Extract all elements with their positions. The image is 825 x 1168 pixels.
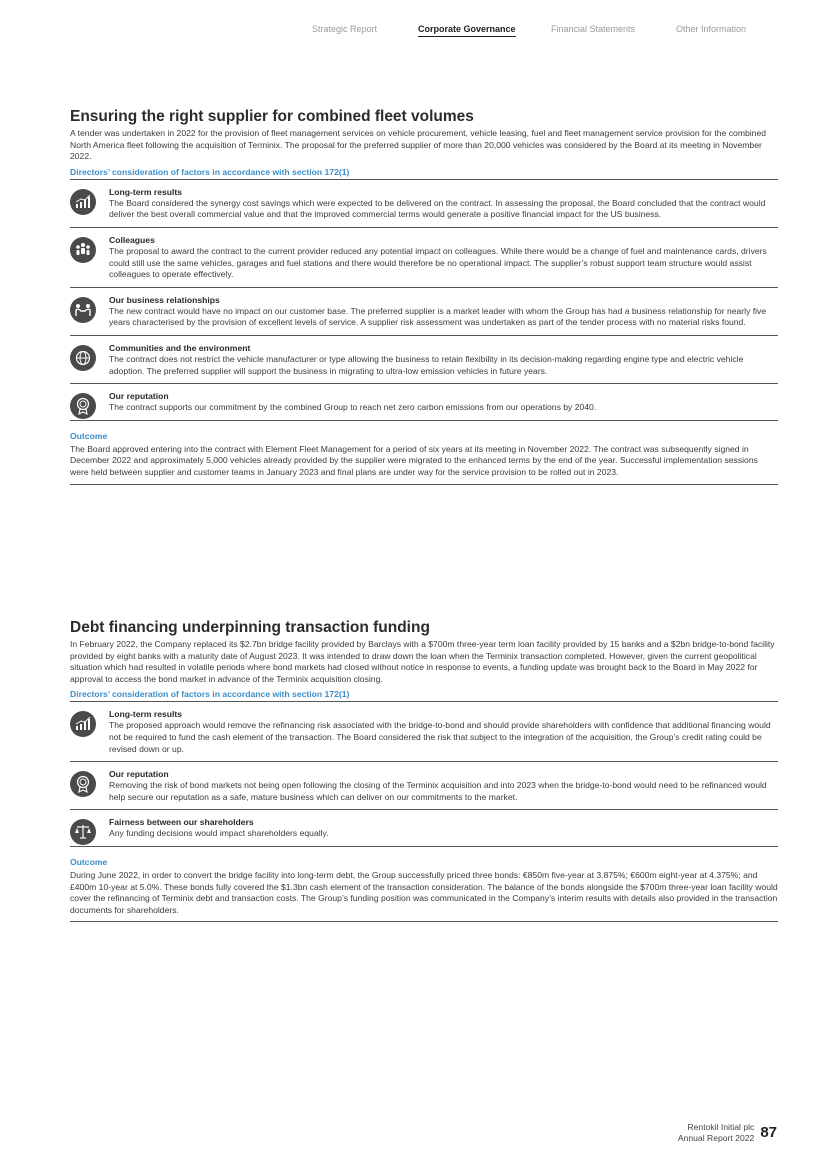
section-title: Ensuring the right supplier for combined fleet volumes: [70, 108, 474, 125]
factor-long-term-results: [70, 702, 778, 762]
factor-text: The contract does not restrict the vehicle manufacturer or type allowing the business to retain flexibility in its decision-making regarding engine type and electric vehicle adoption. The preferred supplier will support the business in migrating to ultra-low emission vehicles in future years.: [109, 353, 744, 376]
factor-text: Any funding decisions would impact shareholders equally.: [109, 828, 329, 839]
factor-title: Long-term results: [109, 709, 183, 720]
factor-title: Our reputation: [109, 769, 169, 780]
rosette-icon: [70, 771, 96, 797]
factor-reputation: [70, 384, 778, 421]
factor-text: The new contract would have no impact on our customer base. The preferred supplier is a market leader with whom the Group has had a business relationship for nearly five years characterised by the provision of excellent levels of service. A supplier risk assessment was undertaken as part of the tender process with no material risks found.: [109, 305, 767, 328]
factor-text: The contract supports our commitment by the combined Group to reach net zero carbon emissions from our operations by 2040.: [109, 402, 597, 413]
outcome-label: Outcome: [70, 430, 108, 441]
nav-corporate-governance[interactable]: Corporate Governance: [418, 24, 516, 37]
factor-business-relationships: [70, 288, 778, 336]
section-intro: In February 2022, the Company replaced its $2.7bn bridge facility provided by Barclays with a $700m three-year term loan facility provided by 15 banks and a $2bn bridge-to-bond facility provided by eight banks with a maturity date of August 2023. It was intended to draw down the loan when the Terminix transaction completed. However, given the current geopolitical situation which had resulted in volatile periods where bond markets had closed without notice in response to events, a funding update was brought back to the Board in May 2022 for approval to access the bond market in advance of the Terminix acquisition closing.: [70, 639, 775, 684]
factors-subheading: Directors’ consideration of factors in accordance with section 172(1): [70, 166, 350, 177]
rosette-icon: [70, 393, 96, 419]
factor-long-term-results: [70, 180, 778, 228]
nav-strategic-report[interactable]: Strategic Report: [312, 24, 378, 34]
factor-title: Long-term results: [109, 186, 183, 197]
outcome-text: During June 2022, in order to convert the bridge facility into long-term debt, the Group successfully priced three bonds: €850m five-year at 3.875%; €600m eight-year at 4.375%; and £400m 10-year at 5.0%. These bonds fully covered the $1.3bn cash element of the transaction consideration. The balance of the bonds alongside the $700m three-year loan facility would cover the refinancing of Terminix debt and transaction costs. The Group’s funding position was communicated in the Company’s interim results with details also provided in the transaction documents for shareholders.: [70, 870, 778, 922]
factor-title: Colleagues: [109, 234, 155, 245]
section-fleet-supplier: [70, 108, 778, 485]
page-footer: [678, 1122, 777, 1143]
factors-subheading: Directors’ consideration of factors in accordance with section 172(1): [70, 689, 350, 700]
top-navigation: [0, 24, 825, 38]
factor-text: The Board considered the synergy cost savings which were expected to be delivered on the contract. In assessing the proposal, the Board concluded that the contract would deliver the best overall commercial value and that the improved commercial terms would generate a positive financial impact for the US business.: [109, 197, 766, 220]
factor-text: The proposal to award the contract to the current provider reduced any potential impact on colleagues. While there would be a change of fuel and maintenance cards, drivers could still use the same vehicles, garages and fuel stations and there would therefore be no operational impact. The supplier’s robust support team structure would assist colleagues to operate effectively.: [109, 245, 767, 280]
factor-title: Our business relationships: [109, 294, 220, 305]
factor-colleagues: [70, 228, 778, 288]
factor-title: Our reputation: [109, 391, 169, 402]
people-icon: [70, 237, 96, 263]
footer-publication: [678, 1122, 754, 1143]
scales-icon: [70, 819, 96, 845]
chart-icon: [70, 189, 96, 215]
handshake-icon: [70, 297, 96, 323]
factor-text: Removing the risk of bond markets not being open following the closing of the Terminix acquisition and into 2023 when the bridge-to-bond would need to be refinanced would help secure our reputation as a safe, mature business which can deliver on our commitments to the market.: [109, 780, 767, 802]
nav-other-information[interactable]: Other Information: [676, 24, 747, 34]
footer-report: Annual Report 2022: [677, 1132, 755, 1143]
outcome-text: The Board approved entering into the contract with Element Fleet Management for a period of six years at its meeting in November 2022. The contract was subsequently signed in December 2022 and approximately 5,000 vehicles already provided by the supplier were migrated to the enhanced terms by the end of the year. Successful implementation sessions were held between supplier and customer teams in January 2023 and final plans are under way for the service provision to be rolled out in 2023.: [70, 444, 778, 485]
footer-company: Rentokil Initial plc: [687, 1122, 755, 1132]
factor-title: Fairness between our shareholders: [109, 817, 254, 828]
page-number: 87: [760, 1124, 777, 1141]
outcome-label: Outcome: [70, 856, 108, 867]
chart-icon: [70, 711, 96, 737]
factor-communities-environment: [70, 336, 778, 384]
section-title: Debt financing underpinning transaction funding: [70, 619, 430, 636]
section-debt-financing: [70, 619, 778, 922]
section-intro: A tender was undertaken in 2022 for the provision of fleet management services on vehicle procurement, vehicle leasing, fuel and fleet management service provision for the combined North America fleet following the acquisition of Terminix. The proposal for the preferred supplier of more than 20,000 vehicles was considered by the Board at its meeting in November 2022.: [70, 128, 767, 162]
factor-title: Communities and the environment: [109, 342, 251, 353]
factor-text: The proposed approach would remove the refinancing risk associated with the bridge-to-bond and should provide shareholders with confidence that additional financing would not be required to fund the cash element of the transaction. The Board considered the risk that subject to the integration of the acquisition, the Group’s credit rating could be revised down or up.: [109, 720, 771, 754]
factor-fairness-shareholders: [70, 810, 778, 847]
factor-reputation: [70, 762, 778, 810]
nav-financial-statements[interactable]: Financial Statements: [551, 24, 636, 34]
globe-icon: [70, 345, 96, 371]
